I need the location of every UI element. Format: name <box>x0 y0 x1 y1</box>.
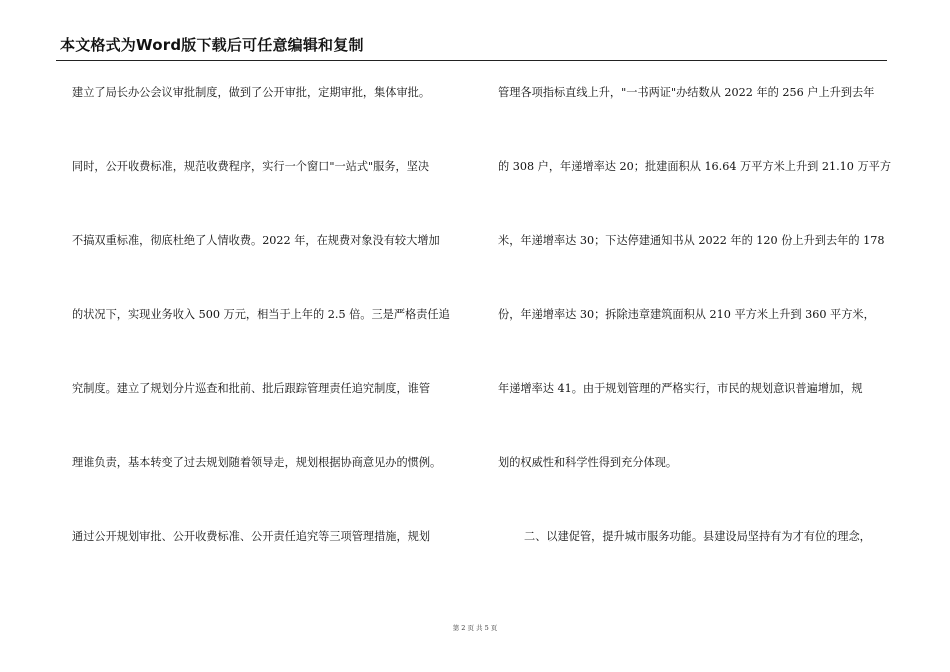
left-line-7: 通过公开规划审批、公开收费标准、公开责任追究等三项管理措施，规划 <box>72 530 431 543</box>
page-header <box>56 36 887 61</box>
right-line-1: 管理各项指标直线上升，"一书两证"办结数从 2022 年的 256 户上升到去年 <box>498 86 875 99</box>
right-line-5: 年递增率达 41。由于规划管理的严格实行，市民的规划意识普遍增加，规 <box>498 382 863 395</box>
right-line-2: 的 308 户，年递增率达 20；批建面积从 16.64 万平方米上升到 21.10 万平方 <box>498 160 892 173</box>
header-title: 本文格式为Word版下载后可任意编辑和复制 <box>60 36 364 54</box>
left-line-6: 理谁负责，基本转变了过去规划随着领导走，规划根据协商意见办的惯例。 <box>72 456 442 469</box>
right-line-6: 划的权威性和科学性得到充分体现。 <box>498 456 678 469</box>
page-number-footer: 第 2 页 共 5 页 <box>452 624 498 632</box>
left-line-2: 同时，公开收费标准，规范收费程序，实行一个窗口"一站式"服务，坚决 <box>72 160 430 173</box>
right-line-3: 米，年递增率达 30；下达停建通知书从 2022 年的 120 份上升到去年的 178 <box>498 234 885 247</box>
left-line-3: 不搞双重标准，彻底杜绝了人情收费。2022 年，在规费对象没有较大增加 <box>72 234 440 247</box>
left-line-4: 的状况下，实现业务收入 500 万元，相当于上年的 2.5 倍。三是严格责任追 <box>72 308 450 321</box>
left-line-5: 究制度。建立了规划分片巡查和批前、批后跟踪管理责任追究制度，谁管 <box>72 382 431 395</box>
right-line-7-section-heading: 二、以建促管，提升城市服务功能。县建设局坚持有为才有位的理念， <box>524 530 871 543</box>
right-line-4: 份，年递增率达 30；拆除违章建筑面积从 210 平方米上升到 360 平方米， <box>498 308 875 321</box>
left-line-1: 建立了局长办公会议审批制度，做到了公开审批，定期审批，集体审批。 <box>72 86 431 99</box>
